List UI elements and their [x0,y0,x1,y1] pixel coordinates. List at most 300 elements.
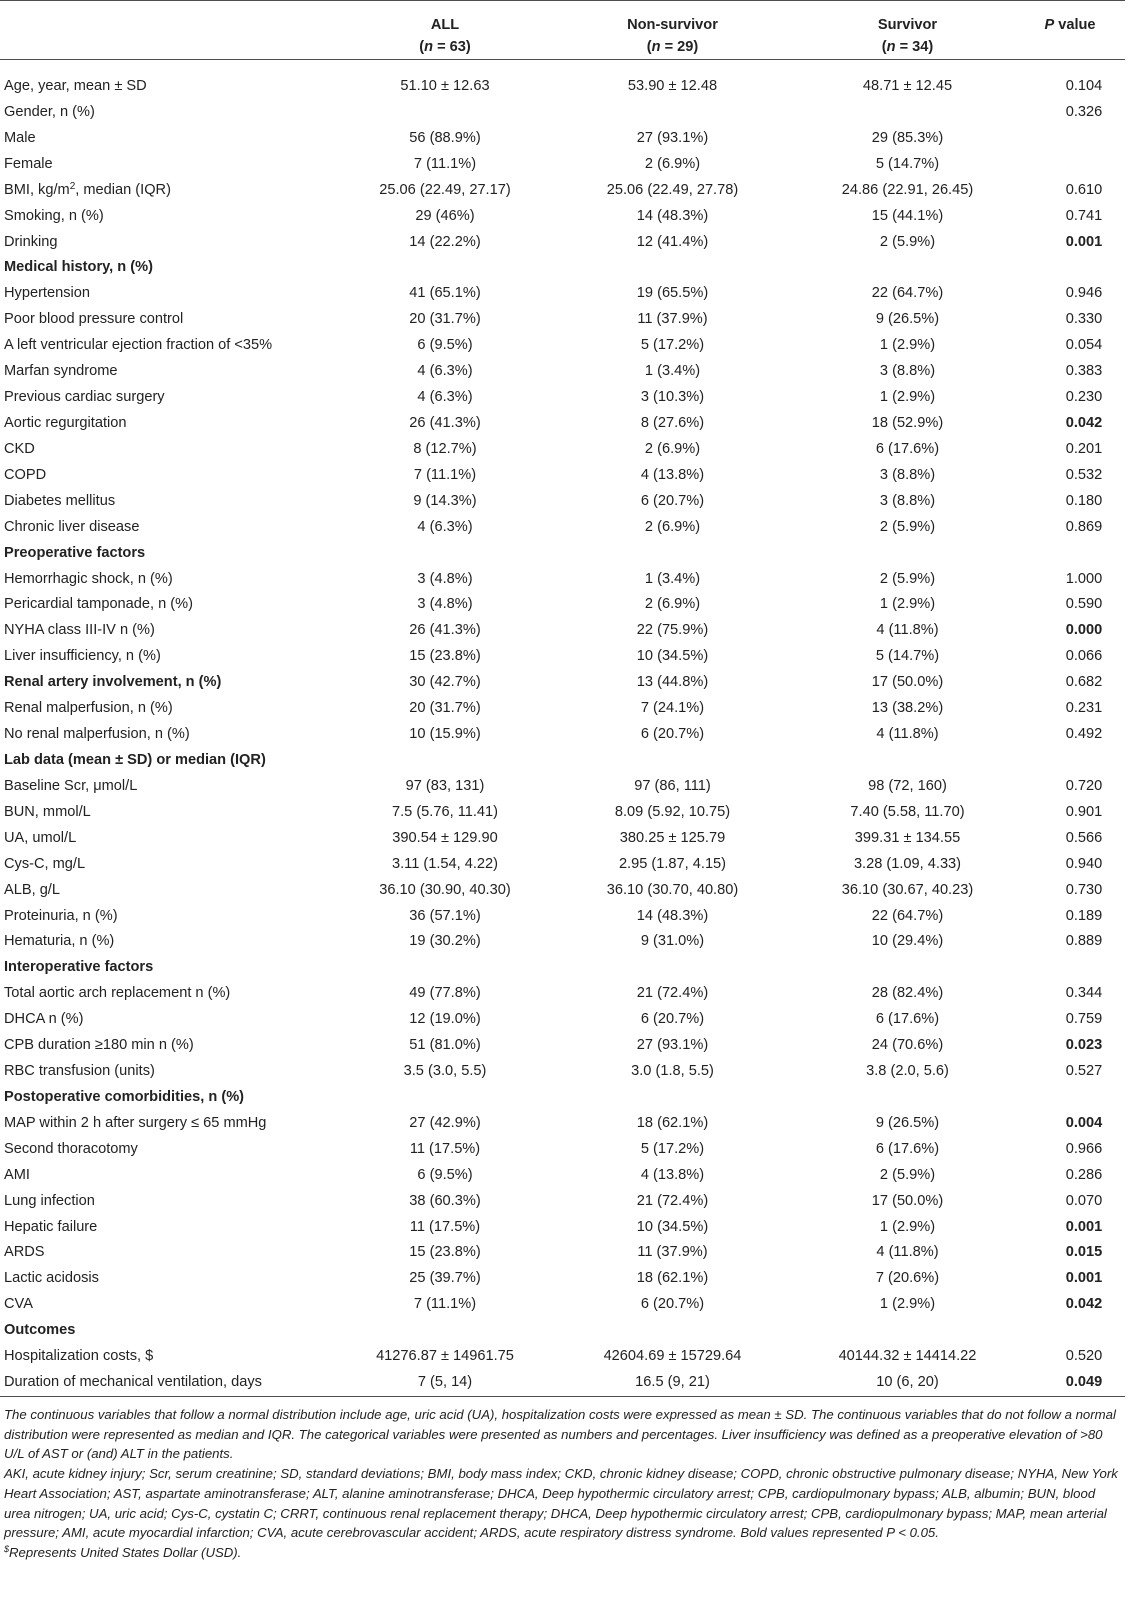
cell-survivor: 1 (2.9%) [879,337,936,354]
cell-nonsurvivor: 2.95 (1.87, 4.15) [618,855,727,872]
cell-survivor: 29 (85.3%) [871,129,944,146]
cell-all: 26 (41.3%) [409,414,481,431]
cell-all: 8 (12.7%) [413,440,477,457]
table-row [0,307,1125,333]
table-header [0,1,1125,60]
cell-nonsurvivor: 6 (20.7%) [640,492,705,509]
cell-all: 36.10 (30.90, 40.30) [379,881,511,898]
cell-all: 36 (57.1%) [409,907,481,924]
table-row [0,1163,1125,1189]
cell-nonsurvivor: 14 (48.3%) [636,907,709,924]
section-heading: Outcomes [4,1322,76,1339]
cell-all: 7 (11.1%) [413,1296,477,1313]
cell-p-value [1015,1318,1125,1344]
cell-survivor: 3 (8.8%) [879,492,936,509]
cell-p-value [1015,748,1125,774]
cell-survivor: 28 (82.4%) [871,985,944,1002]
table-row [0,929,1125,955]
row-label: Liver insufficiency, n (%) [4,648,161,665]
cell-p-value: 0.946 [1065,285,1103,302]
cell-nonsurvivor [545,541,800,567]
cell-p-value: 0.015 [1065,1244,1103,1261]
cell-p-value: 0.023 [1065,1037,1103,1054]
table-row [0,463,1125,489]
section-heading: Interoperative factors [4,959,154,976]
table-row [0,826,1125,852]
row-label: Hematuria, n (%) [4,933,115,950]
cell-p-value: 0.189 [1065,907,1103,924]
cell-all [345,955,545,981]
table-row [0,696,1125,722]
cell-survivor: 22 (64.7%) [871,285,944,302]
row-label: Hypertension [4,285,90,302]
row-label: AMI [4,1166,30,1183]
table-row [0,644,1125,670]
cell-all: 97 (83, 131) [405,777,485,794]
cell-nonsurvivor: 22 (75.9%) [636,622,709,639]
row-label: Marfan syndrome [4,363,118,380]
cell-survivor: 48.71 ± 12.45 [862,78,953,94]
cell-survivor: 2 (5.9%) [879,1166,936,1183]
cell-all: 7 (5, 14) [345,1370,545,1396]
footnote-3-symbol: $ [4,1543,10,1554]
row-label: DHCA n (%) [4,1011,84,1028]
cell-nonsurvivor: 27 (93.1%) [636,129,709,146]
cell-p-value: 0.042 [1065,1296,1103,1313]
row-label: Total aortic arch replacement n (%) [4,985,231,1002]
cell-survivor: 1 (2.9%) [879,389,936,406]
cell-all: 15 (23.8%) [409,1244,481,1261]
row-label: MAP within 2 h after surgery ≤ 65 mmHg [4,1114,267,1131]
cell-p-value: 0.901 [1065,803,1103,820]
cell-survivor: 3.28 (1.09, 4.33) [853,855,962,872]
cell-survivor: 22 (64.7%) [871,907,944,924]
cell-all: 3 (4.8%) [417,596,473,613]
cell-all: 15 (23.8%) [409,648,481,665]
row-label: Cys-C, mg/L [4,855,86,872]
cell-all [345,100,545,126]
cell-survivor: 10 (29.4%) [871,933,944,950]
cell-all: 30 (42.7%) [409,674,481,691]
cell-nonsurvivor: 11 (37.9%) [637,1244,708,1261]
cell-nonsurvivor [545,100,800,126]
cell-all: 20 (31.7%) [409,700,481,717]
cell-nonsurvivor: 2 (6.9%) [644,518,701,535]
cell-all: 26 (41.3%) [409,622,481,639]
header-survivor-label: Survivor [877,17,938,33]
cell-p-value: 0.940 [1065,855,1103,872]
cell-nonsurvivor [545,955,800,981]
cell-all: 41 (65.1%) [409,285,481,302]
cell-all: 25.06 (22.49, 27.17) [379,181,511,198]
cell-nonsurvivor: 25.06 (22.49, 27.78) [606,181,739,198]
table-row [0,1033,1125,1059]
cell-p-value: 0.682 [1065,674,1103,691]
cell-all: 10 (15.9%) [409,726,481,743]
header-p-value [1015,1,1125,60]
cell-p-value: 0.042 [1065,414,1103,431]
table-row [0,100,1125,126]
cell-p-value: 0.966 [1065,1140,1103,1157]
cell-nonsurvivor: 2 (6.9%) [644,440,701,457]
table-row [0,74,1125,100]
table-row [0,152,1125,178]
cell-p-value: 0.286 [1065,1166,1103,1183]
cell-p-value: 0.527 [1065,1063,1103,1080]
section-heading: Postoperative comorbidities, n (%) [4,1088,245,1105]
cell-nonsurvivor [545,1085,800,1111]
table-row [0,1344,1125,1370]
table-row [0,618,1125,644]
cell-nonsurvivor: 21 (72.4%) [636,1192,709,1209]
cell-all [345,541,545,567]
cell-nonsurvivor [545,1318,800,1344]
cell-all [345,255,545,281]
cell-survivor: 399.31 ± 134.55 [854,829,961,846]
cell-nonsurvivor: 21 (72.4%) [636,985,709,1002]
cell-p-value: 0.330 [1065,311,1103,328]
table-row [0,1007,1125,1033]
row-label: Chronic liver disease [4,518,140,535]
table-row [0,333,1125,359]
cell-survivor: 24 (70.6%) [871,1037,944,1054]
row-label: Baseline Scr, μmol/L [4,777,138,794]
table-row [0,1240,1125,1266]
row-label: NYHA class III-IV n (%) [4,622,155,639]
cell-all: 390.54 ± 129.90 [392,829,498,846]
header-blank-cell [0,1,345,60]
row-label: Gender, n (%) [4,103,95,120]
section-row [0,541,1125,567]
cell-survivor: 7.40 (5.58, 11.70) [850,803,965,820]
cell-all: 51 (81.0%) [409,1037,481,1054]
row-label: Hepatic failure [4,1218,98,1235]
table-row [0,800,1125,826]
row-label: CPB duration ≥180 min n (%) [4,1037,194,1054]
cell-all: 7 (11.1%) [413,466,477,483]
header-all [345,1,545,60]
row-label: Drinking [4,233,58,250]
cell-nonsurvivor: 8.09 (5.92, 10.75) [614,803,731,820]
cell-all: 20 (31.7%) [409,311,481,328]
row-label: Hemorrhagic shock, n (%) [4,570,173,587]
cell-nonsurvivor: 1 (3.4%) [644,363,701,380]
cell-nonsurvivor: 53.90 ± 12.48 [627,78,718,94]
footnote-3-text: Represents United States Dollar (USD). [9,1544,242,1560]
table-row [0,774,1125,800]
table-row [0,489,1125,515]
row-label: Second thoracotomy [4,1140,138,1157]
row-label: ALB, g/L [4,881,60,898]
table-row [0,230,1125,256]
header-nonsurvivor [545,1,800,60]
cell-p-value: 1.000 [1065,570,1103,587]
cell-all: 41276.87 ± 14961.75 [376,1348,514,1365]
cell-p-value: 0.520 [1065,1348,1103,1365]
section-row [0,670,1125,696]
cell-survivor: 18 (52.9%) [871,414,944,431]
cell-nonsurvivor: 18 (62.1%) [636,1114,709,1131]
section-heading: Lab data (mean ± SD) or median (IQR) [4,751,266,768]
cell-nonsurvivor: 18 (62.1%) [636,1270,709,1287]
cell-p-value: 0.054 [1065,337,1103,354]
cell-survivor: 36.10 (30.67, 40.23) [841,881,974,898]
cell-all: 29 (46%) [415,207,475,224]
cell-all [345,1085,545,1111]
row-label: COPD [4,466,47,483]
row-label: BUN, mmol/L [4,803,91,820]
cell-nonsurvivor: 3.0 (1.8, 5.5) [631,1063,714,1080]
table-row [0,878,1125,904]
row-label-text-suffix: , median (IQR) [75,181,171,198]
row-label: Smoking, n (%) [4,207,104,224]
table-row [0,1370,1125,1396]
row-label: Previous cardiac surgery [4,389,165,406]
cell-p-value: 0.492 [1065,726,1103,743]
header-all-label: ALL [430,17,460,33]
row-label: UA, umol/L [4,829,77,846]
row-label: Age, year, mean ± SD [4,78,147,94]
row-label: CKD [4,440,35,457]
cell-nonsurvivor: 6 (20.7%) [640,1011,705,1028]
cell-all: 25 (39.7%) [409,1270,481,1287]
cell-survivor: 1 (2.9%) [879,596,936,613]
row-label: Duration of mechanical ventilation, days [0,1370,345,1396]
cell-all: 51.10 ± 12.63 [400,78,490,94]
row-label: Poor blood pressure control [4,311,184,328]
section-heading: Medical history, n (%) [4,259,153,276]
cell-survivor: 5 (14.7%) [875,155,940,172]
row-label: No renal malperfusion, n (%) [4,726,190,743]
row-label: Renal malperfusion, n (%) [4,700,173,717]
cell-nonsurvivor: 10 (34.5%) [636,1218,709,1235]
cell-survivor: 1 (2.9%) [879,1218,936,1235]
cell-all: 14 (22.2%) [409,233,481,250]
cell-all: 49 (77.8%) [409,985,481,1002]
cell-all [345,748,545,774]
table-row [0,281,1125,307]
cell-survivor: 6 (17.6%) [875,440,940,457]
section-row [0,1318,1125,1344]
table-row [0,1059,1125,1085]
cell-p-value: 0.344 [1065,985,1103,1002]
cell-survivor: 3.8 (2.0, 5.6) [866,1063,949,1080]
cell-survivor: 13 (38.2%) [871,700,944,717]
cell-nonsurvivor: 10 (34.5%) [636,648,709,665]
cell-nonsurvivor [545,255,800,281]
cell-survivor [800,1085,1015,1111]
table-spacer [0,60,1125,75]
footnote-1: The continuous variables that follow a normal distribution include age, uric acid (UA), hospitalization costs were expressed as mean ± SD. The continuous variables that do not follow a normal distribution were represented as median and IQR. The categorical variables were presented as numbers and percentages. Liver insufficiency was defined as a preoperative elevation of >80 U/L of AST or (and) ALT in the patients. [4,1407,1116,1462]
cell-p-value [1015,255,1125,281]
table-row [0,722,1125,748]
cell-nonsurvivor: 11 (37.9%) [637,311,708,328]
cell-nonsurvivor: 97 (86, 111) [634,777,711,794]
cell-nonsurvivor: 4 (13.8%) [640,1166,705,1183]
header-nonsurvivor-n: (n = 29) [646,39,699,55]
footnote-2: AKI, acute kidney injury; Scr, serum creatinine; SD, standard deviations; BMI, body mass index; CKD, chronic kidney disease; COPD, chronic obstructive pulmonary disease; NYHA, New York Heart Association; AST, aspartate aminotransferase; ALT, alanine aminotransferase; DHCA, Deep hypothermic circulatory arrest; CPB, cardiopulmonary bypass; ALB, albumin; BUN, blood urea nitrogen; UA, uric acid; Cys-C, cystatin C; CRRT, continuous renal replacement therapy; DHCA, Deep hypothermic circulatory arrest; CPB, cardiopulmonary bypass; MAP, mean arterial pressure; AMI, acute myocardial infarction; CVA, acute cerebrovascular accident; ARDS, acute respiratory distress syndrome. Bold values represented P < 0.05. [4,1466,1118,1541]
cell-nonsurvivor [545,748,800,774]
cell-p-value: 0.326 [1065,103,1103,120]
row-label: CVA [4,1296,33,1313]
cell-nonsurvivor: 1 (3.4%) [644,570,701,587]
cell-survivor: 3 (8.8%) [879,363,936,380]
section-row [0,255,1125,281]
cell-nonsurvivor: 19 (65.5%) [636,285,709,302]
cell-survivor: 15 (44.1%) [871,207,944,224]
cell-survivor: 1 (2.9%) [879,1296,936,1313]
row-label: Aortic regurgitation [4,414,127,431]
table-body [0,60,1125,1397]
cell-survivor [800,541,1015,567]
row-label: Lactic acidosis [4,1270,99,1287]
cell-nonsurvivor: 5 (17.2%) [640,337,705,354]
cell-survivor [800,748,1015,774]
cell-p-value: 0.230 [1065,389,1103,406]
cell-p-value: 0.180 [1065,492,1103,509]
cell-nonsurvivor: 9 (31.0%) [640,933,705,950]
table-row [0,852,1125,878]
cell-all: 4 (6.3%) [417,363,473,380]
cell-nonsurvivor: 27 (93.1%) [636,1037,709,1054]
table-row [0,1111,1125,1137]
cell-all: 12 (19.0%) [409,1011,481,1028]
row-label: Lung infection [4,1192,95,1209]
cell-survivor [800,955,1015,981]
cell-survivor: 9 (26.5%) [875,311,940,328]
cell-p-value [1015,152,1125,178]
cell-survivor: 17 (50.0%) [871,674,944,691]
table-row [0,126,1125,152]
cell-all: 11 (17.5%) [409,1140,481,1157]
section-row [0,955,1125,981]
cell-survivor: 4 (11.8%) [876,1244,939,1261]
cell-p-value: 0.004 [1065,1114,1103,1131]
cell-nonsurvivor: 4 (13.8%) [640,466,705,483]
cell-all [345,1318,545,1344]
row-label: Hospitalization costs, $ [4,1348,154,1365]
table-row [0,178,1125,204]
cell-all: 3.11 (1.54, 4.22) [391,855,498,872]
table-row [0,1215,1125,1241]
cell-all: 11 (17.5%) [409,1218,481,1235]
footnote-3 [4,1543,1121,1563]
cell-survivor: 2 (5.9%) [879,570,936,587]
row-label-superscript: 2 [69,180,76,192]
row-label: Diabetes mellitus [4,492,116,509]
cell-survivor: 6 (17.6%) [875,1011,940,1028]
cell-survivor: 5 (14.7%) [875,648,940,665]
cell-nonsurvivor: 3 (10.3%) [640,389,705,406]
cell-p-value: 0.741 [1065,207,1103,224]
cell-p-value: 0.720 [1065,777,1103,794]
cell-p-value: 0.610 [1065,181,1103,198]
cell-nonsurvivor: 6 (20.7%) [640,726,705,743]
cell-p-value: 0.066 [1065,648,1103,665]
cell-nonsurvivor: 42604.69 ± 15729.64 [603,1348,742,1365]
table-row [0,904,1125,930]
section-row [0,748,1125,774]
cell-survivor [800,255,1015,281]
cell-all: 3 (4.8%) [417,570,473,587]
section-heading: Renal artery involvement, n (%) [4,674,222,691]
cell-nonsurvivor: 380.25 ± 125.79 [619,829,726,846]
cell-survivor: 10 (6, 20) [800,1370,1015,1396]
cell-p-value: 0.532 [1065,466,1103,483]
table-row [0,1292,1125,1318]
cell-nonsurvivor: 2 (6.9%) [644,596,701,613]
table-row [0,515,1125,541]
cell-p-value: 0.231 [1065,700,1103,717]
cell-p-value [1015,541,1125,567]
cell-all: 6 (9.5%) [417,1166,473,1183]
cell-survivor: 9 (26.5%) [875,1114,940,1131]
table-row [0,385,1125,411]
cell-all: 19 (30.2%) [409,933,481,950]
cell-p-value: 0.001 [1065,233,1103,250]
cell-all: 7 (11.1%) [413,155,477,172]
row-label: ARDS [4,1244,45,1261]
cell-all: 38 (60.3%) [409,1192,481,1209]
cell-p-value: 0.730 [1065,881,1103,898]
cell-survivor: 40144.32 ± 14414.22 [838,1348,977,1365]
table-row [0,1266,1125,1292]
section-heading: Preoperative factors [4,544,146,561]
cell-nonsurvivor: 6 (20.7%) [640,1296,705,1313]
cell-p-value [1015,955,1125,981]
cell-p-value [1015,1085,1125,1111]
table-row [0,1137,1125,1163]
cell-nonsurvivor: 16.5 (9, 21) [545,1370,800,1396]
cell-p-value: 0.869 [1065,518,1103,535]
cell-nonsurvivor: 2 (6.9%) [644,155,701,172]
cell-nonsurvivor: 36.10 (30.70, 40.80) [606,881,739,898]
section-row [0,1085,1125,1111]
cell-p-value: 0.889 [1065,933,1103,950]
cell-p-value: 0.759 [1065,1011,1103,1028]
cell-survivor: 98 (72, 160) [868,777,947,794]
cell-all: 4 (6.3%) [417,389,473,406]
header-survivor [800,1,1015,60]
cell-p-value: 0.104 [1065,78,1103,94]
header-nonsurvivor-label: Non-survivor [627,17,718,33]
header-p-value-label: P value [1044,17,1096,33]
cell-survivor [800,100,1015,126]
cell-survivor: 4 (11.8%) [876,726,939,743]
cell-nonsurvivor: 7 (24.1%) [640,700,705,717]
table-row [0,981,1125,1007]
cell-survivor: 2 (5.9%) [879,233,936,250]
cell-survivor: 4 (11.8%) [876,622,939,639]
cell-p-value: 0.000 [1065,622,1103,639]
cell-all: 9 (14.3%) [413,492,477,509]
row-label: Male [4,129,36,146]
cell-survivor: 24.86 (22.91, 26.45) [841,181,974,198]
row-label [0,178,345,204]
cell-p-value [1015,126,1125,152]
cell-p-value: 0.201 [1065,440,1103,457]
cell-survivor: 3 (8.8%) [879,466,936,483]
cell-nonsurvivor: 5 (17.2%) [640,1140,705,1157]
cell-all: 3.5 (3.0, 5.5) [403,1063,487,1080]
cell-all: 6 (9.5%) [417,337,473,354]
table-row [0,592,1125,618]
table-row [0,204,1125,230]
cell-all: 7.5 (5.76, 11.41) [391,803,498,820]
cell-p-value: 0.383 [1065,363,1103,380]
cell-nonsurvivor: 13 (44.8%) [636,674,709,691]
row-label: Proteinuria, n (%) [4,907,118,924]
